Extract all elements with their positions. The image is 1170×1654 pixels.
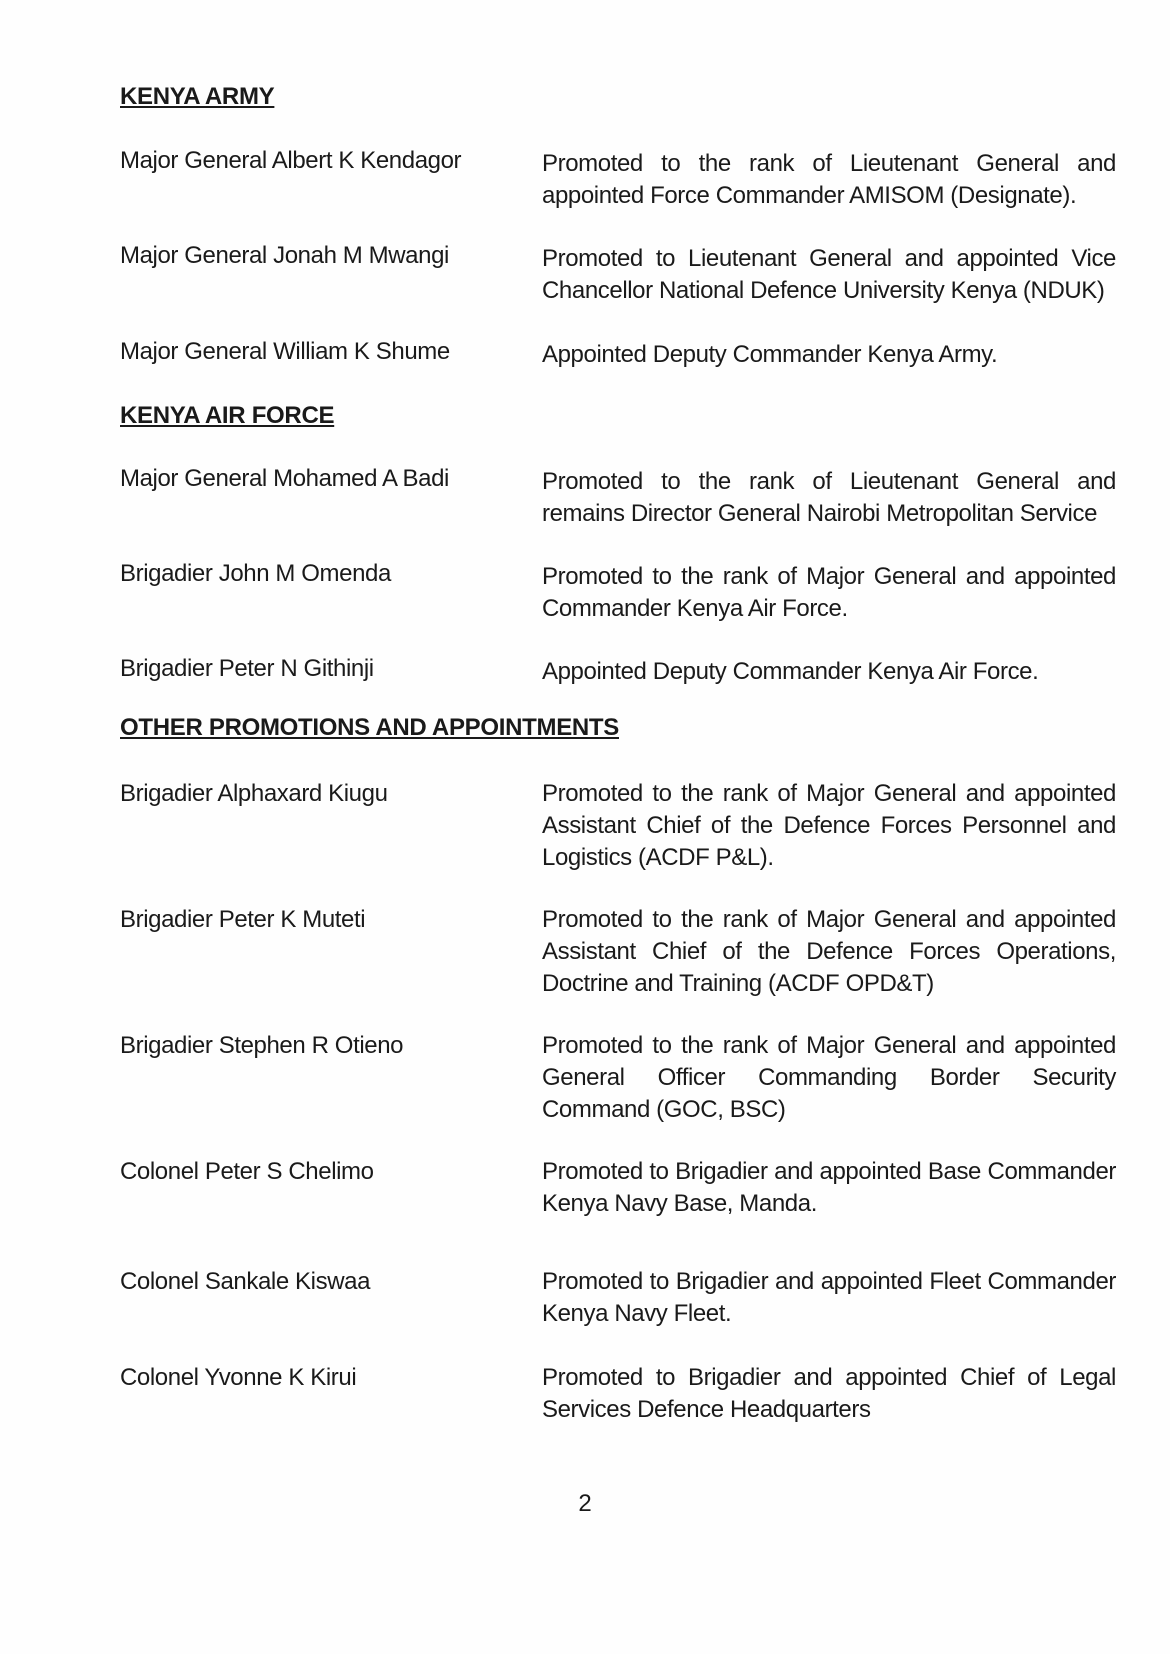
officer-name: Major General William K Shume [120, 338, 450, 365]
appointment-description: Promoted to Brigadier and appointed Base Commander Kenya Navy Base, Manda. [542, 1158, 1116, 1217]
officer-name: Brigadier Peter K Muteti [120, 906, 366, 933]
officer-name: Brigadier Peter N Githinji [120, 655, 374, 682]
officer-name: Major General Albert K Kendagor [120, 147, 462, 174]
appointment-description: Promoted to Lieutenant General and appointed Vice Chancellor National Defence University Kenya (NDUK) [542, 245, 1116, 304]
appointment-description: Promoted to the rank of Major General and appointed Assistant Chief of the Defence Forces Operations, Doctrine and Training (ACDF OPD&T) [542, 906, 1116, 997]
appointment-description: Promoted to the rank of Major General and appointed Assistant Chief of the Defence Forces Personnel and Logistics (ACDF P&L). [542, 780, 1116, 871]
officer-name: Brigadier Alphaxard Kiugu [120, 780, 388, 807]
appointment-description: Appointed Deputy Commander Kenya Air Force. [542, 658, 1039, 685]
page-number: 2 [578, 1490, 592, 1517]
officer-name: Major General Jonah M Mwangi [120, 242, 449, 269]
appointment-description: Promoted to the rank of Lieutenant General and remains Director General Nairobi Metropolitan Service [542, 468, 1116, 527]
section-heading-other-promotions: OTHER PROMOTIONS AND APPOINTMENTS [120, 714, 619, 741]
appointment-description: Promoted to the rank of Major General and appointed Commander Kenya Air Force. [542, 563, 1116, 622]
appointment-description: Promoted to Brigadier and appointed Chief of Legal Services Defence Headquarters [542, 1364, 1116, 1423]
officer-name: Brigadier John M Omenda [120, 560, 391, 587]
section-heading-kenya-army: KENYA ARMY [120, 83, 275, 110]
officer-name: Colonel Sankale Kiswaa [120, 1268, 371, 1295]
officer-name: Major General Mohamed A Badi [120, 465, 449, 492]
appointment-description: Promoted to Brigadier and appointed Fleet Commander Kenya Navy Fleet. [542, 1268, 1116, 1327]
officer-name: Colonel Peter S Chelimo [120, 1158, 374, 1185]
appointment-description: Appointed Deputy Commander Kenya Army. [542, 341, 998, 368]
section-heading-kenya-air-force: KENYA AIR FORCE [120, 402, 335, 429]
officer-name: Brigadier Stephen R Otieno [120, 1032, 404, 1059]
officer-name: Colonel Yvonne K Kirui [120, 1364, 357, 1391]
appointment-description: Promoted to the rank of Lieutenant General and appointed Force Commander AMISOM (Designate). [542, 150, 1116, 209]
appointment-description: Promoted to the rank of Major General and appointed General Officer Commanding Border Security Command (GOC, BSC) [542, 1032, 1116, 1123]
